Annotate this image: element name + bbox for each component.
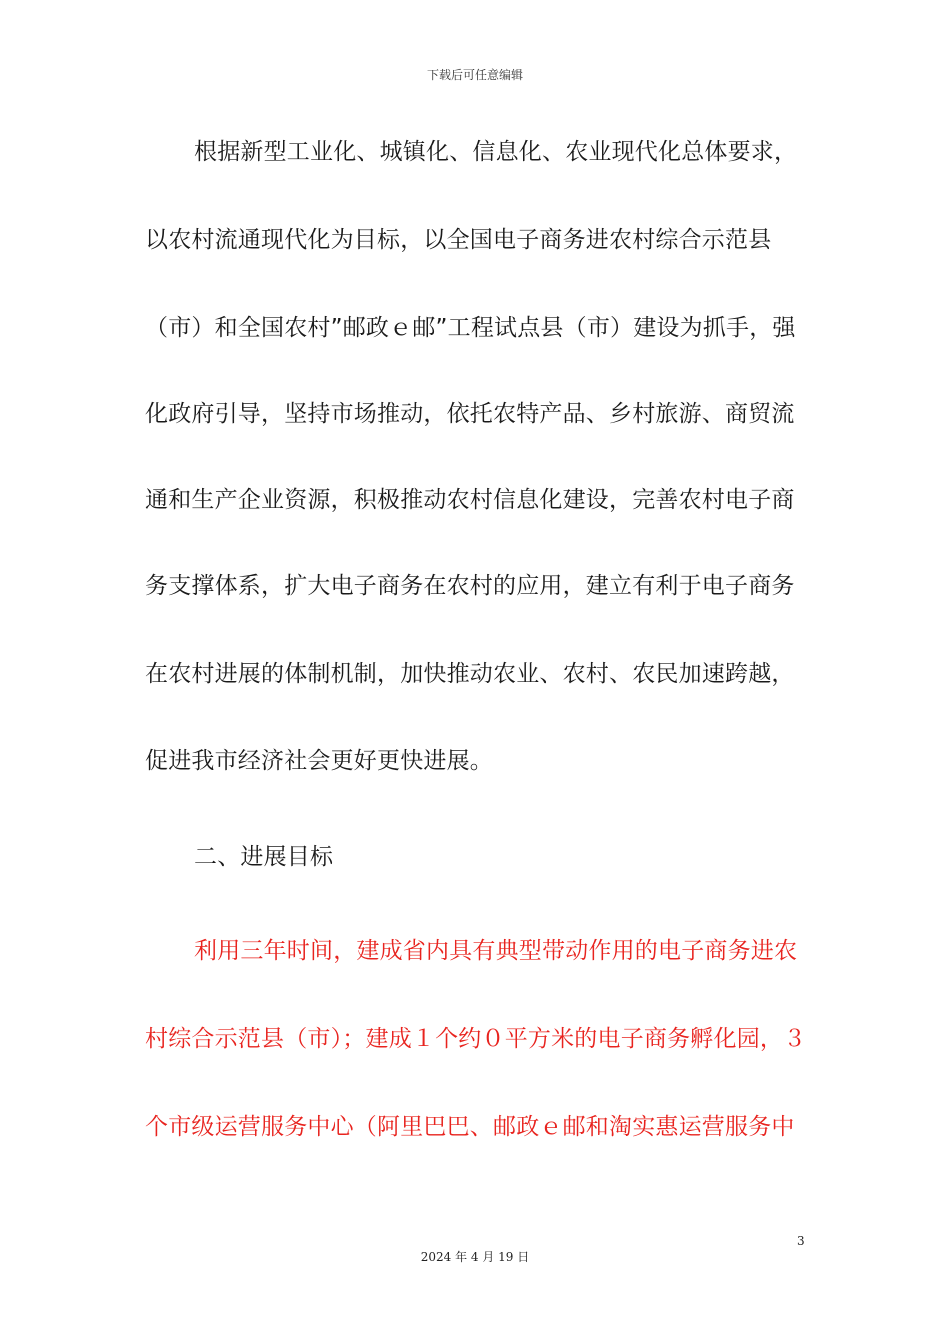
section-heading: 二、进展目标 <box>194 844 334 870</box>
body-line: 化政府引导，坚持市场推动，依托农特产品、乡村旅游、商贸流 <box>145 401 795 427</box>
body-line: 根据新型工业化、城镇化、信息化、农业现代化总体要求， <box>194 139 798 165</box>
body-line: 促进我市经济社会更好更快进展。 <box>145 748 493 774</box>
highlighted-line: 个市级运营服务中心（阿里巴巴、邮政ｅ邮和淘实惠运营服务中 <box>145 1114 795 1140</box>
body-line: 务支撑体系，扩大电子商务在农村的应用，建立有利于电子商务 <box>145 573 795 599</box>
highlighted-line: 村综合示范县（市）；建成１个约０平方米的电子商务孵化园，３ <box>145 1026 807 1052</box>
highlighted-line: 利用三年时间，建成省内具有典型带动作用的电子商务进农 <box>194 938 798 964</box>
page-header: 下载后可任意编辑 <box>426 68 523 82</box>
page-number: 3 <box>797 1234 805 1248</box>
footer-date: 2024 年 4 月 19 日 <box>420 1250 530 1264</box>
body-line: 在农村进展的体制机制，加快推动农业、农村、农民加速跨越， <box>145 661 795 687</box>
body-line: 通和生产企业资源，积极推动农村信息化建设，完善农村电子商 <box>145 487 795 513</box>
body-line: （市）和全国农村”邮政ｅ邮”工程试点县（市）建设为抓手，强 <box>145 315 796 341</box>
body-line: 以农村流通现代化为目标，以全国电子商务进农村综合示范县 <box>145 227 772 253</box>
